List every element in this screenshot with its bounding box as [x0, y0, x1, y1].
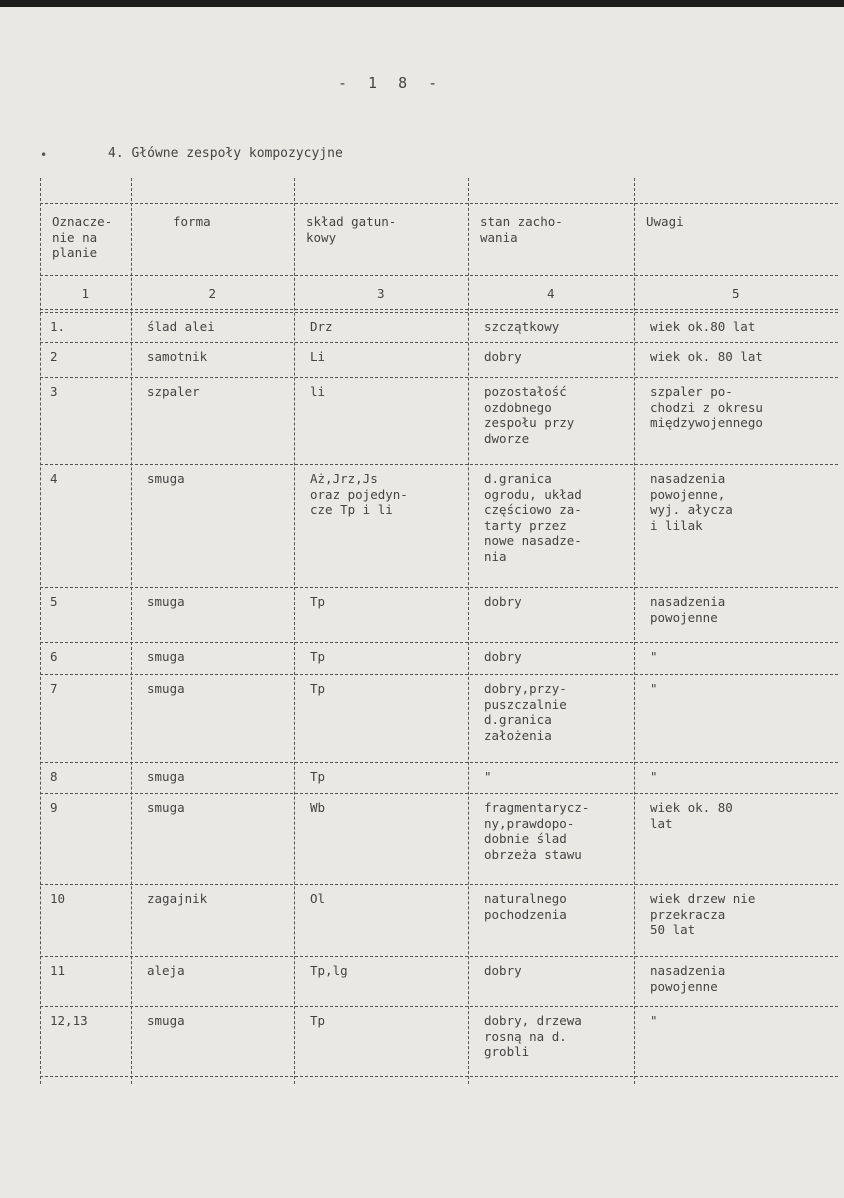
column-number: 4 [547, 286, 555, 301]
row-4-species-line: cze Tp i li [310, 502, 393, 517]
table-column-rule [131, 178, 132, 1084]
row-7-condition [484, 681, 567, 743]
table-row-rule [40, 956, 838, 957]
header-notes [646, 214, 684, 230]
row-12-notes [650, 1013, 658, 1029]
row-8-condition-line: " [484, 769, 492, 784]
row-1-notes-line: wiek ok.80 lat [650, 319, 756, 334]
row-12-species [310, 1013, 325, 1029]
row-9-form [147, 800, 185, 816]
row-4-form-line: smuga [147, 471, 185, 486]
row-6-condition-line: dobry [484, 649, 522, 664]
row-4-species-line: Aż,Jrz,Js [310, 471, 378, 486]
header-designation-line: nie na [52, 229, 98, 245]
row-5-designation [50, 594, 58, 610]
row-2-species [310, 349, 325, 365]
row-3-designation-line: 3 [50, 384, 58, 399]
row-5-species-line: Tp [310, 594, 326, 609]
row-3-notes [650, 384, 763, 431]
row-2-form-line: samotnik [147, 349, 208, 364]
table-row-rule [40, 1076, 838, 1077]
row-10-condition-line: pochodzenia [484, 906, 567, 922]
header-designation-line: Oznacze- [52, 214, 113, 229]
row-5-notes-line: nasadzenia [650, 594, 726, 609]
header-designation-line: planie [52, 245, 98, 260]
row-10-form-line: zagajnik [147, 891, 208, 906]
row-3-condition-line: pozostałość [484, 384, 567, 399]
row-7-notes [650, 681, 658, 697]
row-7-condition-line: d.granica [484, 712, 552, 727]
table-row-rule [40, 884, 838, 885]
row-12-condition-line: rosną na d. [484, 1028, 567, 1044]
row-8-species-line: Tp [310, 769, 326, 784]
row-5-condition [484, 594, 522, 610]
row-3-condition-line: ozdobnego [484, 399, 552, 415]
row-7-designation [50, 681, 58, 697]
row-3-designation [50, 384, 58, 400]
table-column-rule [294, 178, 295, 1084]
row-2-designation-line: 2 [50, 349, 58, 364]
row-3-condition-line: zespołu przy [484, 415, 575, 430]
row-11-notes-line: nasadzenia [650, 963, 726, 978]
row-2-condition-line: dobry [484, 349, 522, 364]
row-12-condition [484, 1013, 582, 1060]
table-column-rule [40, 178, 41, 1084]
table-row-rule [40, 674, 838, 675]
table-row-rule [40, 762, 838, 763]
row-11-notes-line: powojenne [650, 978, 718, 994]
row-12-condition-line: dobry, drzewa [484, 1013, 582, 1028]
row-2-designation [50, 349, 58, 365]
row-12-species-line: Tp [310, 1013, 326, 1028]
row-7-condition-line: puszczalnie [484, 696, 567, 712]
row-9-condition-line: obrzeża stawu [484, 846, 582, 862]
row-1-form [147, 319, 215, 335]
row-11-species-line: Tp,lg [310, 963, 348, 978]
row-2-form [147, 349, 207, 365]
row-4-condition [484, 471, 582, 564]
row-7-form [147, 681, 185, 697]
row-9-notes-line: lat [650, 815, 673, 831]
row-3-species-line: li [310, 384, 326, 399]
row-4-condition-line: nowe nasadze- [484, 533, 582, 548]
row-4-condition-line: częściowo za- [484, 502, 582, 517]
header-condition [480, 214, 563, 245]
row-7-condition-line: założenia [484, 727, 552, 743]
column-number: 1 [81, 286, 90, 301]
row-3-notes-line: międzywojennego [650, 415, 763, 430]
row-7-condition-line: dobry,przy- [484, 681, 567, 696]
row-11-condition [484, 963, 522, 979]
row-12-designation-line: 12,13 [50, 1013, 88, 1028]
row-6-form [147, 649, 185, 665]
table-row-rule [40, 203, 838, 204]
row-4-species-line: oraz pojedyn- [310, 486, 408, 502]
row-6-designation [50, 649, 58, 665]
row-5-notes-line: powojenne [650, 609, 718, 625]
row-7-notes-line: " [650, 681, 658, 696]
row-12-form-line: smuga [147, 1013, 185, 1028]
row-8-species [310, 769, 325, 785]
row-11-notes [650, 963, 725, 994]
row-12-condition-line: grobli [484, 1044, 530, 1059]
row-10-species-line: Ol [310, 891, 326, 906]
row-7-form-line: smuga [147, 681, 185, 696]
row-11-species [310, 963, 348, 979]
margin-mark: • [40, 148, 48, 162]
row-4-condition-line: tarty przez [484, 517, 567, 533]
row-1-species [310, 319, 333, 335]
row-1-designation [50, 319, 65, 335]
row-10-notes [650, 891, 755, 938]
row-1-notes [650, 319, 755, 335]
row-10-notes-line: przekracza [650, 906, 726, 922]
row-9-designation-line: 9 [50, 800, 58, 815]
row-7-species [310, 681, 325, 697]
table-row-rule [40, 1006, 838, 1007]
header-species-line: skład gatun- [306, 214, 397, 229]
row-10-species [310, 891, 325, 907]
row-9-notes [650, 800, 733, 831]
header-condition-line: stan zacho- [480, 214, 563, 229]
table-row-rule [40, 312, 838, 313]
row-5-notes [650, 594, 725, 625]
row-4-notes-line: powojenne, [650, 486, 726, 502]
row-10-notes-line: 50 lat [650, 922, 696, 937]
row-5-condition-line: dobry [484, 594, 522, 609]
header-form [173, 214, 211, 230]
row-2-condition [484, 349, 522, 365]
row-6-designation-line: 6 [50, 649, 58, 664]
row-3-species [310, 384, 325, 400]
row-10-designation-line: 10 [50, 891, 66, 906]
row-8-notes [650, 769, 658, 785]
row-9-species-line: Wb [310, 800, 326, 815]
row-2-notes-line: wiek ok. 80 lat [650, 349, 763, 364]
row-6-notes [650, 649, 658, 665]
row-2-notes [650, 349, 763, 365]
row-9-condition-line: fragmentarycz- [484, 800, 590, 815]
row-4-condition-line: nia [484, 548, 507, 564]
row-4-species [310, 471, 408, 518]
row-5-species [310, 594, 325, 610]
row-11-form-line: aleja [147, 963, 185, 978]
row-12-form [147, 1013, 185, 1029]
row-12-designation [50, 1013, 88, 1029]
row-2-species-line: Li [310, 349, 326, 364]
row-3-notes-line: chodzi z okresu [650, 399, 763, 415]
header-condition-line: wania [480, 229, 518, 245]
column-number: 2 [208, 286, 217, 301]
row-9-species [310, 800, 325, 816]
row-7-designation-line: 7 [50, 681, 58, 696]
table-row-rule [40, 464, 838, 465]
row-8-designation [50, 769, 58, 785]
table-row-rule [40, 642, 838, 643]
row-4-condition-line: ogrodu, układ [484, 486, 582, 502]
row-4-form [147, 471, 185, 487]
row-4-condition-line: d.granica [484, 471, 552, 486]
row-4-notes-line: i lilak [650, 517, 703, 533]
table-column-rule [468, 178, 469, 1084]
row-1-species-line: Drz [310, 319, 333, 334]
column-number: 3 [377, 286, 385, 301]
row-6-form-line: smuga [147, 649, 185, 664]
row-11-designation [50, 963, 65, 979]
row-10-form [147, 891, 207, 907]
row-9-condition-line: ny,prawdopo- [484, 815, 575, 831]
row-6-species [310, 649, 325, 665]
row-1-condition [484, 319, 559, 335]
table-row-rule [40, 309, 838, 310]
row-9-condition-line: dobnie ślad [484, 831, 567, 846]
row-8-designation-line: 8 [50, 769, 58, 784]
row-11-form [147, 963, 185, 979]
header-species-line: kowy [306, 229, 337, 245]
page-number: - 1 8 - [338, 74, 444, 92]
row-4-notes-line: nasadzenia [650, 471, 726, 486]
row-9-condition [484, 800, 589, 862]
row-3-condition [484, 384, 574, 446]
row-3-form-line: szpaler [147, 384, 200, 399]
row-4-designation-line: 4 [50, 471, 58, 486]
row-8-form [147, 769, 185, 785]
header-form-line: forma [173, 214, 211, 229]
row-10-notes-line: wiek drzew nie [650, 891, 756, 906]
row-8-notes-line: " [650, 769, 658, 784]
table-row-rule [40, 275, 838, 276]
row-10-condition-line: naturalnego [484, 891, 567, 906]
section-heading: 4. Główne zespoły kompozycyjne [108, 146, 343, 161]
header-notes-line: Uwagi [646, 214, 684, 229]
row-3-form [147, 384, 200, 400]
row-6-condition [484, 649, 522, 665]
row-8-form-line: smuga [147, 769, 185, 784]
row-9-designation [50, 800, 58, 816]
table-row-rule [40, 793, 838, 794]
row-11-condition-line: dobry [484, 963, 522, 978]
table-row-rule [40, 342, 838, 343]
row-10-condition [484, 891, 567, 922]
row-5-form [147, 594, 185, 610]
row-1-designation-line: 1. [50, 319, 66, 334]
row-9-form-line: smuga [147, 800, 185, 815]
row-10-designation [50, 891, 65, 907]
row-4-designation [50, 471, 58, 487]
table-row-rule [40, 587, 838, 588]
row-4-notes [650, 471, 733, 533]
table-column-rule [634, 178, 635, 1084]
table-row-rule [40, 377, 838, 378]
row-6-species-line: Tp [310, 649, 326, 664]
row-3-notes-line: szpaler po- [650, 384, 733, 399]
row-1-condition-line: szczątkowy [484, 319, 560, 334]
row-3-condition-line: dworze [484, 430, 530, 446]
row-8-condition [484, 769, 492, 785]
row-5-designation-line: 5 [50, 594, 58, 609]
row-9-notes-line: wiek ok. 80 [650, 800, 733, 815]
row-5-form-line: smuga [147, 594, 185, 609]
column-number: 5 [732, 286, 740, 301]
row-12-notes-line: " [650, 1013, 658, 1028]
header-species [306, 214, 396, 245]
row-11-designation-line: 11 [50, 963, 66, 978]
row-1-form-line: ślad alei [147, 319, 215, 334]
row-6-notes-line: " [650, 649, 658, 664]
header-designation [52, 214, 112, 261]
row-7-species-line: Tp [310, 681, 326, 696]
row-4-notes-line: wyj. ałycza [650, 502, 733, 517]
